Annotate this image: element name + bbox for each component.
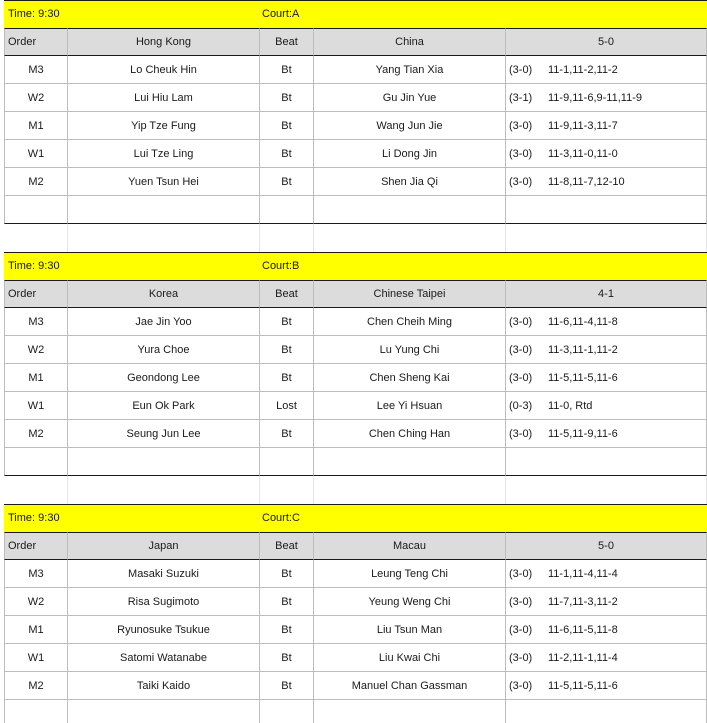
game-scores: 11-3,11-0,11-0: [548, 147, 618, 160]
player-b-cell: Liu Kwai Chi: [314, 644, 506, 672]
sets-score: (3-0): [509, 315, 533, 328]
table-row: [4, 588, 707, 616]
player-b-cell: Yeung Weng Chi: [314, 588, 506, 616]
empty-cell: [4, 196, 68, 224]
team-a-header: Hong Kong: [68, 28, 260, 56]
match-header: [4, 504, 707, 533]
game-scores: 11-5,11-5,11-6: [548, 371, 618, 384]
score-cell: [506, 84, 707, 112]
empty-cell: [68, 448, 260, 476]
result-cell: Bt: [260, 140, 314, 168]
sets-score: (3-0): [509, 567, 533, 580]
game-scores: 11-6,11-4,11-8: [548, 315, 618, 328]
empty-cell: [68, 700, 260, 723]
table-row: [4, 616, 707, 644]
table-row: [4, 364, 707, 392]
team-a-header: Japan: [68, 532, 260, 560]
court-label: Court:B: [262, 260, 300, 272]
result-cell: Bt: [260, 364, 314, 392]
player-a-cell: Jae Jin Yoo: [68, 308, 260, 336]
player-b-cell: Lu Yung Chi: [314, 336, 506, 364]
order-cell: W1: [4, 644, 68, 672]
score-cell: [506, 644, 707, 672]
player-b-cell: Chen Cheih Ming: [314, 308, 506, 336]
empty-cell: [68, 224, 260, 252]
empty-cell: [260, 224, 314, 252]
player-a-cell: Yuen Tsun Hei: [68, 168, 260, 196]
order-cell: W2: [4, 588, 68, 616]
game-scores: 11-8,11-7,12-10: [548, 175, 625, 188]
court-label: Court:A: [262, 8, 300, 20]
order-cell: M3: [4, 308, 68, 336]
sets-score: (3-0): [509, 63, 533, 76]
player-b-cell: Lee Yi Hsuan: [314, 392, 506, 420]
result-cell: Bt: [260, 644, 314, 672]
score-cell: [506, 336, 707, 364]
order-cell: W2: [4, 336, 68, 364]
match-block-court-b: [4, 252, 707, 504]
empty-cell: [68, 476, 260, 504]
result-cell: Bt: [260, 84, 314, 112]
score-cell: [506, 364, 707, 392]
team-b-header: Chinese Taipei: [314, 280, 506, 308]
score-cell: [506, 140, 707, 168]
table-row: [4, 672, 707, 700]
player-b-cell: Chen Ching Han: [314, 420, 506, 448]
score-cell: [506, 588, 707, 616]
spacer-row: [4, 224, 707, 252]
match-block-court-a: [4, 0, 707, 252]
score-cell: [506, 392, 707, 420]
game-scores: 11-3,11-1,11-2: [548, 343, 618, 356]
score-cell: [506, 560, 707, 588]
sets-score: (3-0): [509, 343, 533, 356]
empty-cell: [506, 700, 707, 723]
score-cell: [506, 56, 707, 84]
team-b-header: Macau: [314, 532, 506, 560]
empty-cell: [4, 476, 68, 504]
result-header: Beat: [260, 28, 314, 56]
player-b-cell: Liu Tsun Man: [314, 616, 506, 644]
table-row: [4, 644, 707, 672]
order-cell: M1: [4, 616, 68, 644]
match-header: [4, 0, 707, 29]
result-header: Beat: [260, 280, 314, 308]
score-cell: [506, 308, 707, 336]
empty-row: [4, 448, 707, 476]
empty-cell: [260, 476, 314, 504]
empty-cell: [4, 224, 68, 252]
player-a-cell: Risa Sugimoto: [68, 588, 260, 616]
player-b-cell: Gu Jin Yue: [314, 84, 506, 112]
game-scores: 11-1,11-4,11-4: [548, 567, 618, 580]
game-scores: 11-7,11-3,11-2: [548, 595, 618, 608]
score-cell: [506, 672, 707, 700]
game-scores: 11-0, Rtd: [548, 399, 593, 412]
time-label: Time: 9:30: [8, 260, 60, 272]
result-cell: Bt: [260, 308, 314, 336]
table-row: [4, 336, 707, 364]
result-cell: Bt: [260, 56, 314, 84]
player-b-cell: Shen Jia Qi: [314, 168, 506, 196]
empty-cell: [314, 448, 506, 476]
result-cell: Lost: [260, 392, 314, 420]
table-row: [4, 168, 707, 196]
player-a-cell: Lui Hiu Lam: [68, 84, 260, 112]
table-row: [4, 140, 707, 168]
order-header: Order: [4, 532, 68, 560]
game-scores: 11-9,11-6,9-11,11-9: [548, 91, 642, 104]
result-header: Beat: [260, 532, 314, 560]
player-a-cell: Taiki Kaido: [68, 672, 260, 700]
game-scores: 11-6,11-5,11-8: [548, 623, 618, 636]
order-cell: M1: [4, 364, 68, 392]
player-b-cell: Yang Tian Xia: [314, 56, 506, 84]
sets-score: (3-0): [509, 679, 533, 692]
team-b-header: China: [314, 28, 506, 56]
player-a-cell: Ryunosuke Tsukue: [68, 616, 260, 644]
sets-score: (3-0): [509, 623, 533, 636]
empty-cell: [506, 196, 707, 224]
player-a-cell: Eun Ok Park: [68, 392, 260, 420]
result-cell: Bt: [260, 420, 314, 448]
order-cell: M1: [4, 112, 68, 140]
order-cell: M3: [4, 56, 68, 84]
score-cell: [506, 420, 707, 448]
sets-score: (3-0): [509, 175, 533, 188]
result-cell: Bt: [260, 112, 314, 140]
sets-score: (0-3): [509, 399, 533, 412]
player-b-cell: Li Dong Jin: [314, 140, 506, 168]
result-cell: Bt: [260, 616, 314, 644]
column-header-row: [4, 28, 707, 56]
player-a-cell: Masaki Suzuki: [68, 560, 260, 588]
order-cell: W1: [4, 392, 68, 420]
player-b-cell: Leung Teng Chi: [314, 560, 506, 588]
player-a-cell: Lui Tze Ling: [68, 140, 260, 168]
team-score-header: 5-0: [506, 532, 707, 560]
sets-score: (3-0): [509, 651, 533, 664]
game-scores: 11-9,11-3,11-7: [548, 119, 618, 132]
sets-score: (3-0): [509, 371, 533, 384]
player-a-cell: Yip Tze Fung: [68, 112, 260, 140]
player-a-cell: Lo Cheuk Hin: [68, 56, 260, 84]
team-score-header: 5-0: [506, 28, 707, 56]
game-scores: 11-1,11-2,11-2: [548, 63, 618, 76]
player-a-cell: Seung Jun Lee: [68, 420, 260, 448]
sets-score: (3-0): [509, 147, 533, 160]
empty-cell: [4, 448, 68, 476]
player-b-cell: Wang Jun Jie: [314, 112, 506, 140]
time-label: Time: 9:30: [8, 8, 60, 20]
empty-row: [4, 196, 707, 224]
table-row: [4, 56, 707, 84]
order-header: Order: [4, 280, 68, 308]
empty-cell: [314, 476, 506, 504]
order-cell: W2: [4, 84, 68, 112]
sets-score: (3-1): [509, 91, 533, 104]
column-header-row: [4, 280, 707, 308]
empty-cell: [260, 196, 314, 224]
score-cell: [506, 112, 707, 140]
player-b-cell: Chen Sheng Kai: [314, 364, 506, 392]
game-scores: 11-5,11-5,11-6: [548, 679, 618, 692]
score-cell: [506, 168, 707, 196]
sets-score: (3-0): [509, 427, 533, 440]
result-cell: Bt: [260, 168, 314, 196]
game-scores: 11-2,11-1,11-4: [548, 651, 618, 664]
table-row: [4, 308, 707, 336]
order-cell: M2: [4, 168, 68, 196]
empty-cell: [314, 196, 506, 224]
team-score-header: 4-1: [506, 280, 707, 308]
time-label: Time: 9:30: [8, 512, 60, 524]
result-cell: Bt: [260, 336, 314, 364]
empty-cell: [506, 448, 707, 476]
order-header: Order: [4, 28, 68, 56]
table-row: [4, 112, 707, 140]
empty-row: [4, 700, 707, 723]
player-b-cell: Manuel Chan Gassman: [314, 672, 506, 700]
empty-cell: [260, 448, 314, 476]
empty-cell: [506, 224, 707, 252]
empty-cell: [314, 700, 506, 723]
result-cell: Bt: [260, 588, 314, 616]
order-cell: M2: [4, 420, 68, 448]
match-block-court-c: [4, 504, 707, 723]
order-cell: M2: [4, 672, 68, 700]
game-scores: 11-5,11-9,11-6: [548, 427, 618, 440]
column-header-row: [4, 532, 707, 560]
order-cell: M3: [4, 560, 68, 588]
empty-cell: [4, 700, 68, 723]
empty-cell: [314, 224, 506, 252]
table-row: [4, 392, 707, 420]
empty-cell: [506, 476, 707, 504]
result-cell: Bt: [260, 672, 314, 700]
team-a-header: Korea: [68, 280, 260, 308]
score-cell: [506, 616, 707, 644]
court-label: Court:C: [262, 512, 300, 524]
table-row: [4, 420, 707, 448]
empty-cell: [68, 196, 260, 224]
table-row: [4, 84, 707, 112]
result-cell: Bt: [260, 560, 314, 588]
sets-score: (3-0): [509, 595, 533, 608]
player-a-cell: Geondong Lee: [68, 364, 260, 392]
order-cell: W1: [4, 140, 68, 168]
player-a-cell: Satomi Watanabe: [68, 644, 260, 672]
match-header: [4, 252, 707, 281]
spacer-row: [4, 476, 707, 504]
player-a-cell: Yura Choe: [68, 336, 260, 364]
sets-score: (3-0): [509, 119, 533, 132]
table-row: [4, 560, 707, 588]
empty-cell: [260, 700, 314, 723]
